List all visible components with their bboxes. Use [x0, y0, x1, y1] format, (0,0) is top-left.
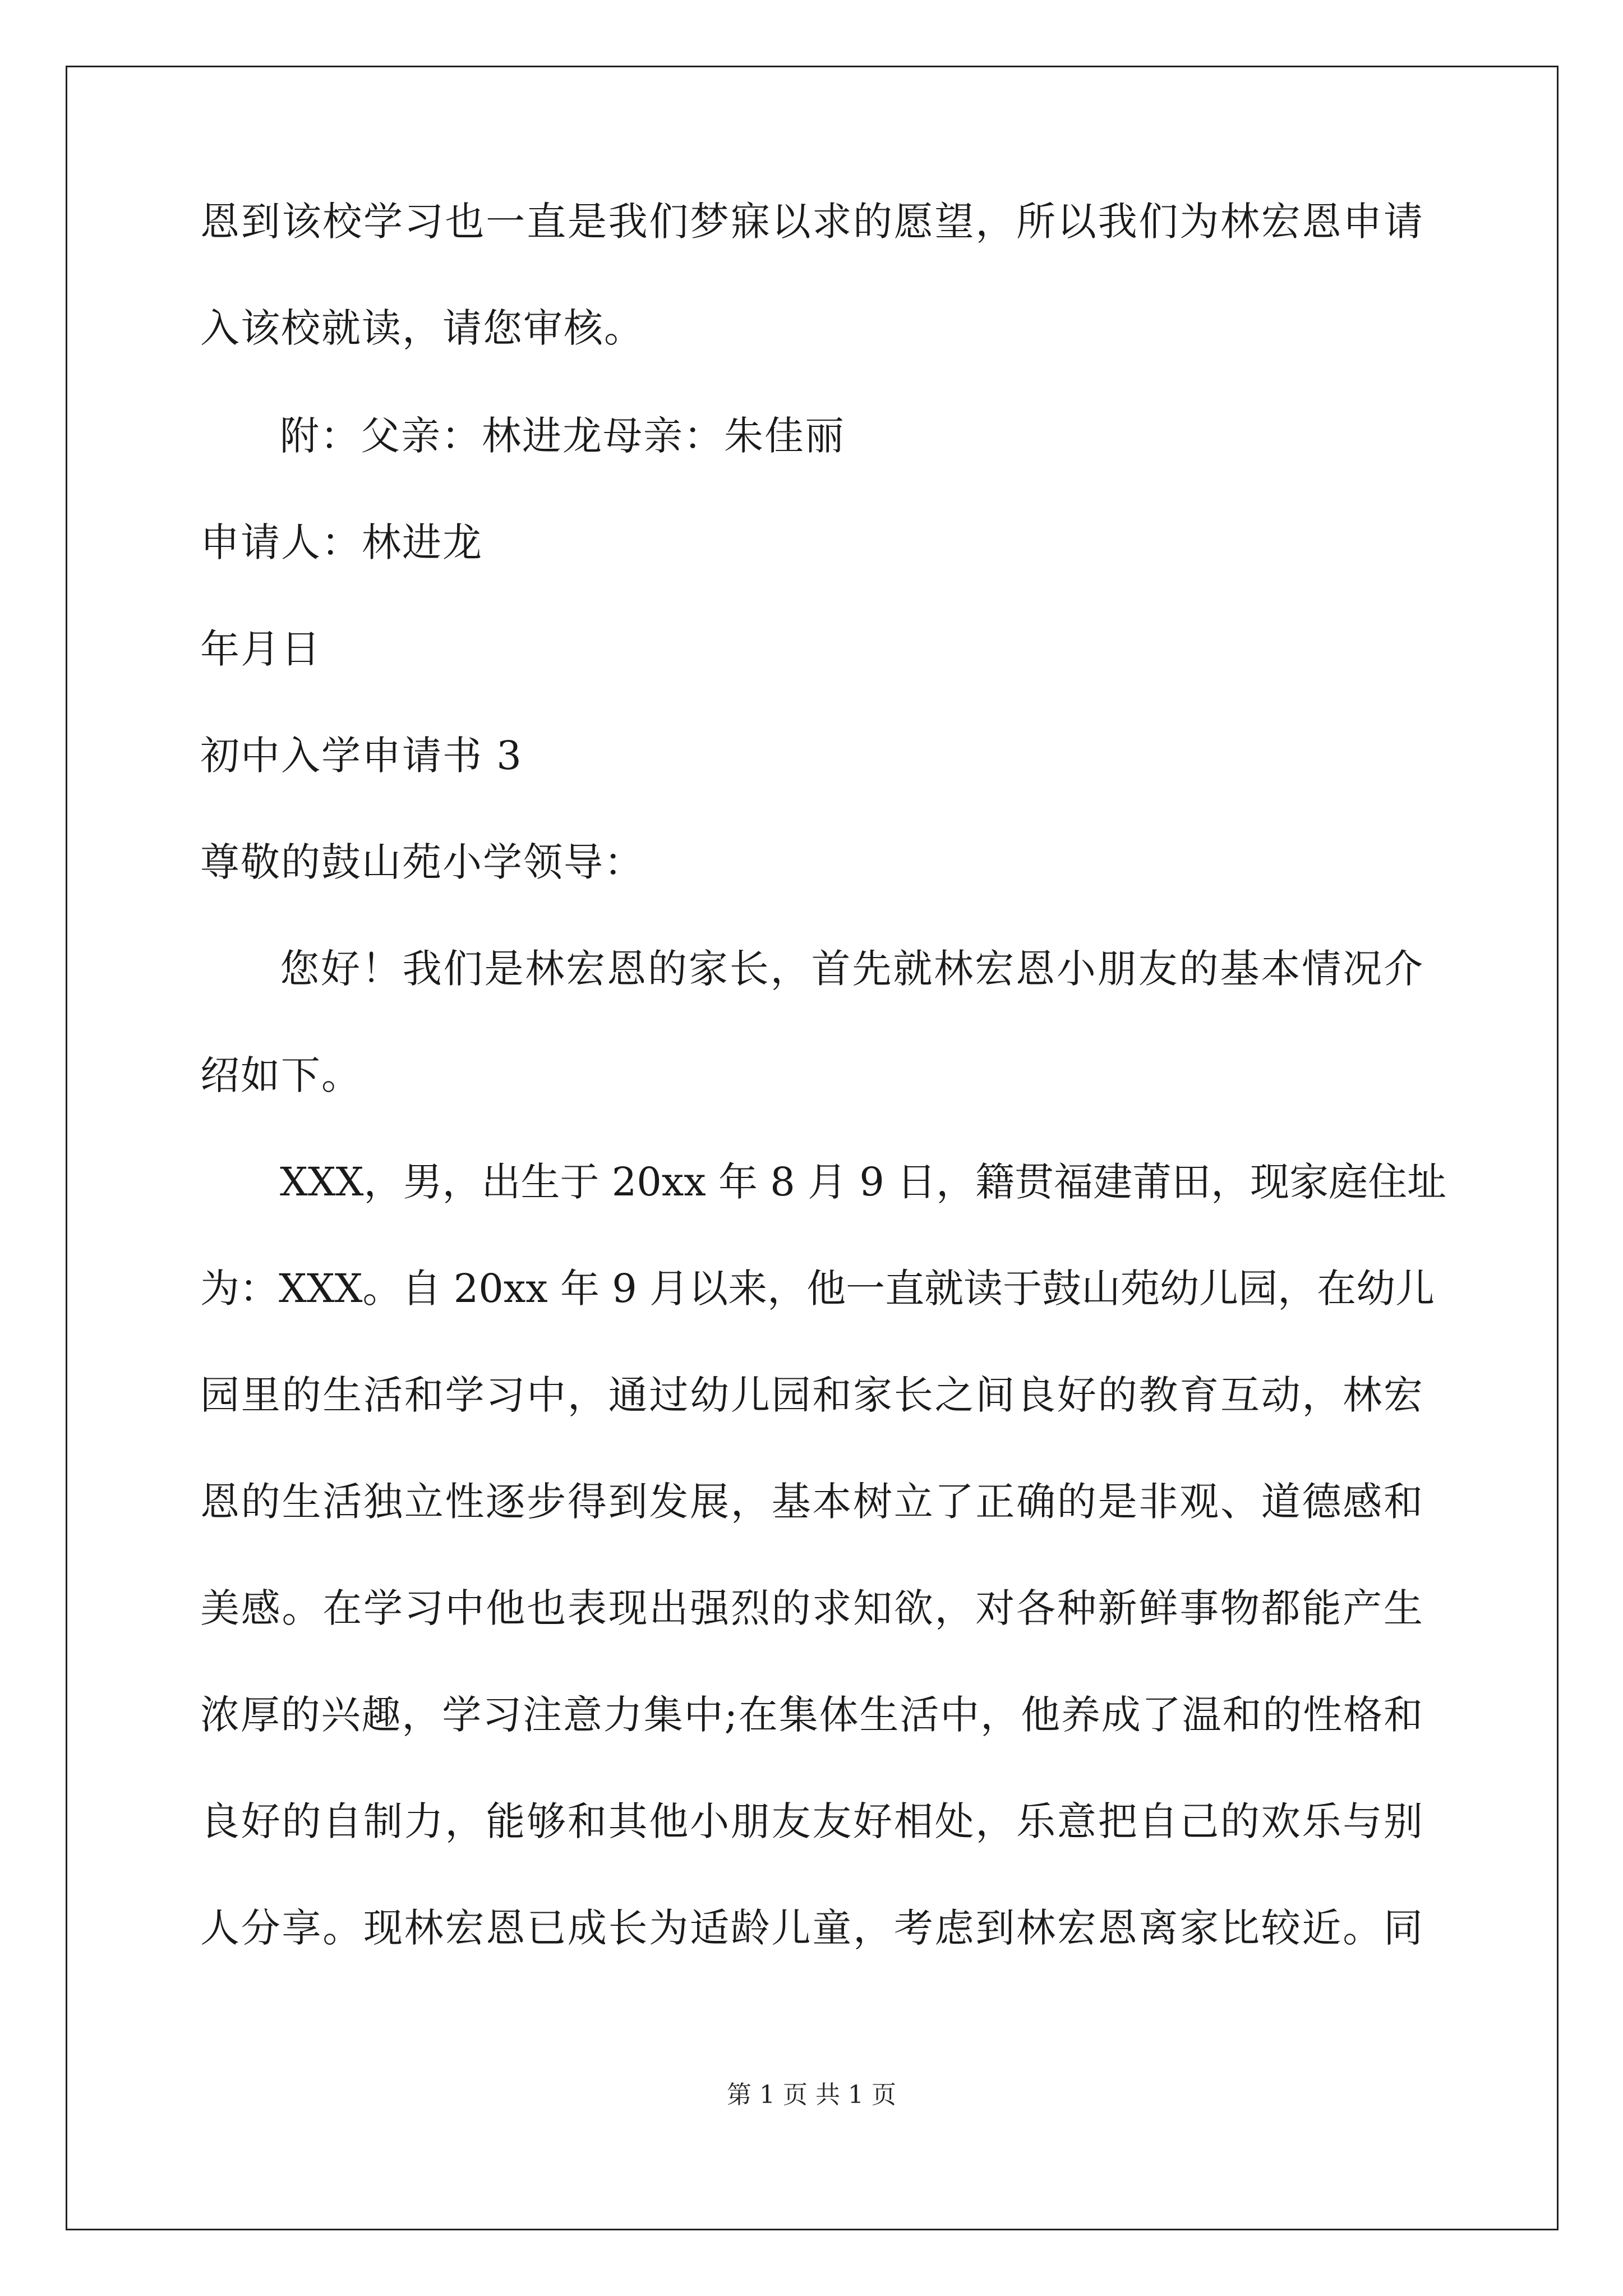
- text-line: 恩的生活独立性逐步得到发展，基本树立了正确的是非观、道德感和: [200, 1479, 1423, 1525]
- text-line: 良好的自制力，能够和其他小朋友友好相处，乐意把自己的欢乐与别: [200, 1798, 1423, 1844]
- text-line: 年月日: [200, 626, 321, 672]
- text-line: 恩到该校学习也一直是我们梦寐以求的愿望，所以我们为林宏恩申请: [200, 199, 1423, 245]
- text-line: 申请人：林进龙: [200, 519, 483, 565]
- text-line: XXX，男，出生于 20xx 年 8 月 9 日，籍贯福建莆田，现家庭住址: [280, 1159, 1447, 1205]
- text-line: 美感。在学习中他也表现出强烈的求知欲，对各种新鲜事物都能产生: [200, 1585, 1423, 1631]
- text-line: 附：父亲：林进龙母亲：朱佳丽: [280, 413, 845, 459]
- text-line: 您好！我们是林宏恩的家长，首先就林宏恩小朋友的基本情况介: [280, 946, 1423, 992]
- page-footer: 第 1 页 共 1 页: [727, 2081, 896, 2109]
- text-line: 浓厚的兴趣，学习注意力集中;在集体生活中，他养成了温和的性格和: [200, 1692, 1423, 1738]
- text-line: 人分享。现林宏恩已成长为适龄儿童，考虑到林宏恩离家比较近。同: [200, 1905, 1423, 1951]
- text-line: 入该校就读，请您审核。: [200, 305, 644, 351]
- text-line: 为：XXX。自 20xx 年 9 月以来，他一直就读于鼓山苑幼儿园，在幼儿: [200, 1266, 1435, 1312]
- salutation: 尊敬的鼓山苑小学领导：: [200, 839, 644, 885]
- text-line: 园里的生活和学习中，通过幼儿园和家长之间良好的教育互动，林宏: [200, 1372, 1423, 1418]
- text-line: 绍如下。: [200, 1052, 362, 1098]
- section-title: 初中入学申请书 3: [200, 733, 523, 779]
